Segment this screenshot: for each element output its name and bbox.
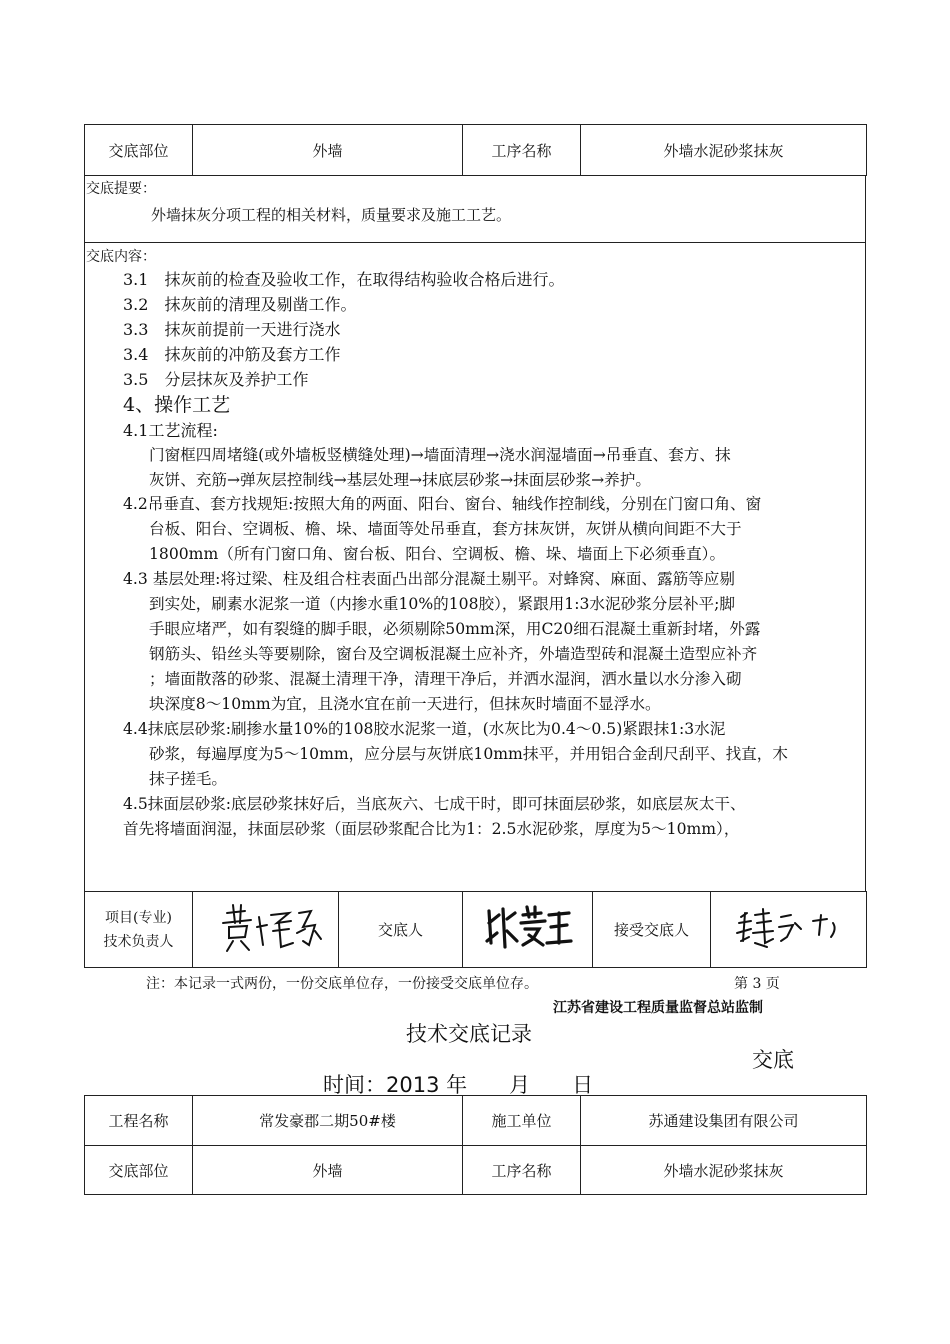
- content-line-11: 台板、阳台、空调板、檐、垛、墙面等处吊垂直，套方抹灰饼，灰饼从横向间距不大于: [149, 520, 742, 538]
- tech-leader-label: [85, 892, 193, 968]
- content-line-7: 4.1工艺流程:: [123, 421, 218, 440]
- content-line-9: 灰饼、充筋→弹灰层控制线→基层处理→抹底层砂浆→抹面层砂浆→养护。: [149, 471, 651, 489]
- content-line-19: 4.4抹底层砂浆:刷掺水量10%的108胶水泥浆一道，(水灰比为0.4～0.5)紧跟抹1:3水泥: [123, 720, 726, 738]
- signature-table: [84, 891, 867, 968]
- signature-image-1: [193, 893, 339, 967]
- second-form-table: [84, 1095, 867, 1195]
- tech-leader-label-line2: 技术负责人: [103, 933, 174, 950]
- page-number: 第 3 页: [734, 976, 780, 992]
- content-line-15: 手眼应堵严，如有裂缝的脚手眼，必须剔除50mm深，用C20细石混凝土重新封堵，外露: [149, 620, 761, 638]
- content-line-20: 砂浆，每遍厚度为5～10mm，应分层与灰饼底10mm抹平，并用铝合金刮尺刮平、找直，木: [149, 745, 788, 763]
- content-section: [84, 243, 866, 892]
- content-line-3: 3.3 抹灰前提前一天进行浇水: [123, 320, 341, 339]
- process-value: 外墙水泥砂浆抹灰: [581, 125, 867, 176]
- second-part-value: 外墙: [193, 1146, 463, 1195]
- content-label: 交底内容：: [86, 249, 156, 265]
- second-form-time: 时间：2013 年 月 日: [323, 1073, 594, 1097]
- signature-image-2: [463, 893, 593, 967]
- second-process-value: 外墙水泥砂浆抹灰: [581, 1146, 867, 1195]
- content-line-13: 4.3 基层处理:将过梁、柱及组合柱表面凸出部分混凝土剔平。对蜂窝、麻面、露筋等应剔: [123, 570, 735, 588]
- content-line-8: 门窗框四周堵缝(或外墙板竖横缝处理)→墙面清理→浇水润湿墙面→吊垂直、套方、抹: [149, 446, 731, 464]
- tech-leader-signature: [193, 892, 339, 968]
- receiver-label: 接受交底人: [593, 892, 711, 968]
- unit-label: 施工单位: [463, 1096, 581, 1146]
- supervisor-text: 江苏省建设工程质量监督总站监制: [553, 1000, 763, 1016]
- summary-section: [84, 175, 866, 243]
- signature-image-3: [711, 893, 867, 967]
- second-part-label: 交底部位: [85, 1146, 193, 1195]
- tech-leader-label-line1: 项目(专业): [105, 909, 172, 926]
- content-line-14: 到实处，刷素水泥浆一道（内掺水重10%的108胶），紧跟用1:3水泥砂浆分层补平;脚: [149, 595, 735, 613]
- second-process-label: 工序名称: [463, 1146, 581, 1195]
- section-heading: 4、操作工艺: [123, 394, 231, 416]
- part-value: 外墙: [193, 125, 463, 176]
- content-line-17: ；墙面散落的砂浆、混凝土清理干净，清理干净后，并洒水湿润，洒水量以水分渗入砌: [149, 670, 742, 688]
- content-line-2: 3.2 抹灰前的清理及剔凿工作。: [123, 295, 357, 314]
- process-label: 工序名称: [463, 125, 581, 176]
- content-line-23: 首先将墙面润湿，抹面层砂浆（面层砂浆配合比为1：2.5水泥砂浆，厚度为5～10mm），: [123, 820, 740, 838]
- content-line-1: 3.1 抹灰前的检查及验收工作，在取得结构验收合格后进行。: [123, 270, 565, 289]
- discloser-signature: [463, 892, 593, 968]
- discloser-label: 交底人: [339, 892, 463, 968]
- content-line-22: 4.5抹面层砂浆:底层砂浆抹好后，当底灰六、七成干时，即可抹面层砂浆，如底层灰太干、: [123, 795, 746, 813]
- second-form-title: 技术交底记录: [406, 1022, 532, 1046]
- content-line-21: 抹子搓毛。: [149, 770, 227, 788]
- project-label: 工程名称: [85, 1096, 193, 1146]
- content-line-4: 3.4 抹灰前的冲筋及套方工作: [123, 345, 341, 364]
- top-info-table: [84, 124, 867, 176]
- receiver-signature: [711, 892, 867, 968]
- content-line-10: 4.2吊垂直、套方找规矩:按照大角的两面、阳台、窗台、轴线作控制线，分别在门窗口角、窗: [123, 495, 762, 513]
- note-text: 注：本记录一式两份，一份交底单位存，一份接受交底单位存。: [146, 976, 538, 992]
- summary-label: 交底提要：: [86, 181, 156, 197]
- content-line-12: 1800mm（所有门窗口角、窗台板、阳台、空调板、檐、垛、墙面上下必须垂直）。: [149, 545, 726, 563]
- second-form-jiaodi: 交底: [752, 1048, 794, 1072]
- content-line-16: 钢筋头、铅丝头等要剔除，窗台及空调板混凝土应补齐，外墙造型砖和混凝土造型应补齐: [149, 645, 758, 663]
- content-line-18: 块深度8～10mm为宜，且浇水宜在前一天进行，但抹灰时墙面不显浮水。: [149, 695, 661, 713]
- unit-value: 苏通建设集团有限公司: [581, 1096, 867, 1146]
- project-value: 常发豪郡二期50#楼: [193, 1096, 463, 1146]
- summary-text: 外墙抹灰分项工程的相关材料，质量要求及施工工艺。: [151, 206, 512, 224]
- part-label: 交底部位: [85, 125, 193, 176]
- content-line-5: 3.5 分层抹灰及养护工作: [123, 370, 309, 389]
